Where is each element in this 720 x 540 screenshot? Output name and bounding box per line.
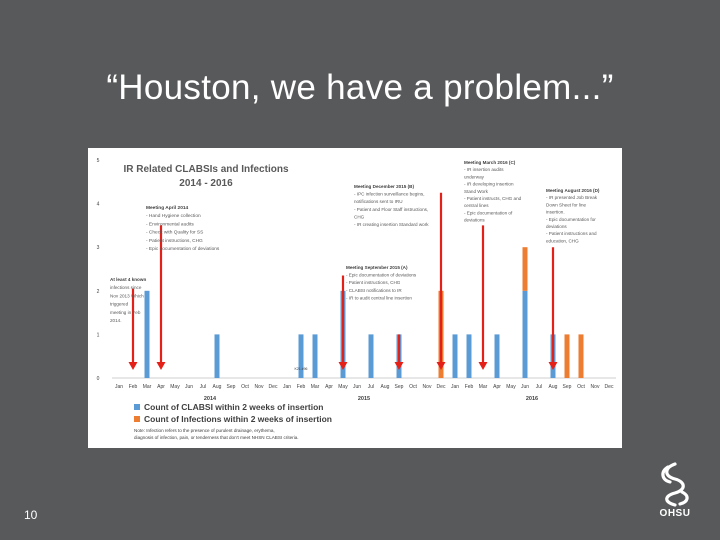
year-label: 2015 [357,396,371,402]
note-line: Note: Infection refers to the presence of purulent drainage, erythema, [134,428,275,433]
clabsi-bar [467,334,472,378]
x-tick-label: Aug [212,384,222,390]
y-tick-label: 1 [96,332,100,339]
logo-text: OHSU [659,508,691,519]
y-tick-label: 2 [96,288,100,295]
red-arrow-head-icon [157,362,166,370]
annotation-line: - Patient instructs, CHG and [464,196,522,201]
x-tick-label: Feb [464,384,474,390]
x-tick-label: Jun [352,384,362,390]
x-tick-label: Dec [268,384,278,390]
legend-swatch-infection [134,416,140,422]
x-tick-label: Apr [157,384,165,390]
annotation-line: - IR insertion audits [464,167,504,173]
annotation-line: - IR developing insertion [464,181,514,187]
y-tick-label: 5 [96,158,100,164]
x-tick-label: Jan [450,384,460,390]
small-bar-label: K21 #96 [294,367,308,371]
annotation-line: notifications sent to IRU [354,199,403,205]
annotation-line: Meeting March 2016 (C) [464,160,516,165]
x-tick-label: Apr [325,384,333,390]
annotation-line: central lines [464,203,489,209]
red-arrow-head-icon [395,362,404,370]
annotation-line: - Patient instructions, CHG [146,238,203,244]
legend-label-clabsi: Count of CLABSI within 2 weeks of insertion [144,402,324,412]
year-label: 2014 [203,396,217,402]
annotation-line: Meeting April 2014 [146,206,189,211]
annotation-line: At least 4 known [110,277,147,282]
y-tick-label: 4 [96,201,100,208]
x-tick-label: Jun [520,384,530,390]
annotation-line: - Epic documentation of deviations [146,247,220,252]
x-tick-label: Sep [226,384,236,390]
x-tick-label: Feb [296,384,306,390]
slide-number: 10 [24,508,38,522]
infection-bar [523,247,528,291]
y-tick-label: 3 [96,245,100,252]
annotation-line: - Patient instructions, CHG [346,280,401,286]
annotation-line: Stand Work [464,188,488,194]
x-tick-label: Mar [478,384,488,390]
annotation-line: - Epic documentation of deviations [346,272,417,278]
annotation-line: - CLABSI notifications to IR [346,287,402,293]
legend-swatch-clabsi [134,404,140,410]
annotation-line: - IR to audit central line insertion [346,295,412,301]
clabsi-bar [299,334,304,378]
x-tick-label: Jan [114,384,124,390]
red-arrow-head-icon [129,362,138,370]
x-tick-label: May [506,384,516,390]
x-tick-label: Oct [241,384,249,390]
x-tick-label: Mar [142,384,152,390]
annotation-line: - Environmental audits [146,222,194,228]
clabsi-bar [369,334,374,378]
x-tick-label: Oct [577,384,585,390]
red-arrow-head-icon [339,362,348,370]
annotation-line: - IR creating insertion Standard work [354,222,429,227]
clabsi-chart [88,148,622,448]
x-tick-label: Aug [548,384,558,390]
clabsi-bar [495,334,500,378]
annotation-line: - Hand Hygiene collection [146,214,201,220]
annotation-line: 2014. [110,318,122,323]
red-arrow-head-icon [437,362,446,370]
x-tick-label: Nov [422,384,432,390]
annotation-line: - IR presented Job Break [546,195,598,201]
clabsi-bar [523,291,528,378]
legend-label-infection: Count of Infections within 2 weeks of insertion [144,414,332,424]
chart-subtitle: 2014 - 2016 [179,178,233,189]
annotation-line: underway [464,174,484,180]
note-line: diagnosis of infection, pain, or tenderness that don't meet NHSN CLABSI criteria. [134,435,299,440]
red-arrow-head-icon [479,362,488,370]
x-tick-label: Nov [590,384,600,390]
annotation-line: infections since [110,285,142,291]
x-tick-label: Jun [184,384,194,390]
x-tick-label: Feb [128,384,138,390]
clabsi-bar [313,334,318,378]
x-tick-label: Nov [254,384,264,390]
annotation-line: - Patient and Floor Staff instructions, [354,206,429,212]
annotation-line: deviations [464,217,485,223]
annotation-line: Meeting December 2015 (B) [354,184,414,189]
x-tick-label: Oct [409,384,417,390]
clabsi-bar [453,334,458,378]
x-tick-label: Mar [310,384,320,390]
annotation-line: Nov 2013 Which [110,293,144,299]
annotation-line: - Epic documentation for [546,216,596,222]
annotation-line: Down Sheet for line [546,202,587,208]
chart-panel [88,148,622,448]
x-tick-label: Jan [282,384,292,390]
slide-title: “Houston, we have a problem...” [106,68,614,107]
annotation-line: meeting in Feb [110,309,141,315]
annotation-line: - Patient instructions and [546,231,597,237]
x-tick-label: Dec [604,384,614,390]
annotation-line: - IPC infection surveillance begins, [354,191,425,197]
y-tick-label: 0 [96,376,100,382]
x-tick-label: Aug [380,384,390,390]
red-arrow-head-icon [549,362,558,370]
x-tick-label: May [170,384,180,390]
annotation-line: CHG [354,214,365,220]
x-tick-label: Sep [394,384,404,390]
annotation-line: Meeting September 2015 (A) [346,265,408,270]
infection-bar [579,334,584,378]
x-tick-label: Apr [493,384,501,390]
x-tick-label: May [338,384,348,390]
annotation-line: insertion. [546,209,565,215]
x-tick-label: Jul [535,384,543,390]
annotation-line: education, CHG [546,238,579,244]
annotation-line: - Epic documentation of [464,210,513,216]
infection-bar [565,334,570,378]
annotation-line: deviations [546,224,567,229]
x-tick-label: Sep [562,384,572,390]
clabsi-bar [215,334,220,378]
annotation-line: triggered [110,301,129,307]
annotation-line: - Check with Quality for SS [146,230,204,236]
clabsi-bar [145,291,150,378]
x-tick-label: Dec [436,384,446,390]
annotation-line: Meeting August 2016 (D) [546,188,600,193]
x-tick-label: Jul [367,384,375,390]
x-tick-label: Jul [199,384,207,390]
chart-title: IR Related CLABSIs and Infections [123,164,289,175]
year-label: 2016 [525,396,539,402]
